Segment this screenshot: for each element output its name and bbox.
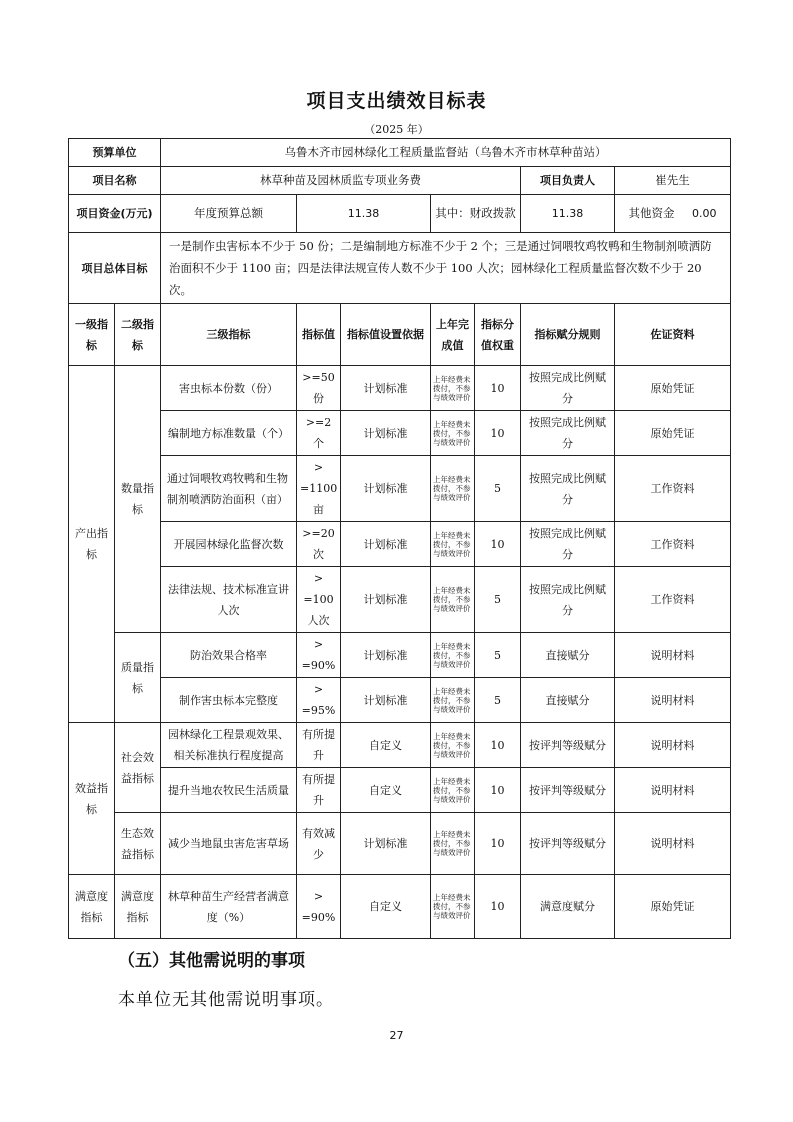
last-year-value: 上年经费未拨付，不参与绩效评价 — [431, 366, 475, 411]
header-level1: 一级指标 — [69, 304, 115, 366]
indicator-rule: 按照完成比例赋分 — [521, 567, 615, 633]
indicator-rule: 按照完成比例赋分 — [521, 456, 615, 522]
group-benefit: 效益指标 — [69, 723, 115, 875]
indicator-rule: 按照完成比例赋分 — [521, 522, 615, 567]
table-row — [69, 723, 731, 768]
indicator-weight: 10 — [475, 875, 521, 939]
indicator-name: 防治效果合格率 — [161, 633, 297, 678]
indicator-value: 有效减少 — [297, 813, 341, 875]
group-ecological: 生态效益指标 — [115, 813, 161, 875]
group-satisfaction-sub: 满意度指标 — [115, 875, 161, 939]
indicator-name: 林草种苗生产经营者满意度（%） — [161, 875, 297, 939]
table-row — [69, 567, 731, 633]
table-row — [69, 411, 731, 456]
fiscal-alloc-value: 11.38 — [521, 195, 615, 233]
indicator-basis: 计划标准 — [341, 678, 431, 723]
other-funds-amount: 0.00 — [692, 207, 717, 220]
table-row — [69, 875, 731, 939]
last-year-value: 上年经费未拨付，不参与绩效评价 — [431, 456, 475, 522]
project-leader-value: 崔先生 — [615, 167, 731, 195]
indicator-evidence: 工作资料 — [615, 567, 731, 633]
last-year-value: 上年经费未拨付，不参与绩效评价 — [431, 567, 475, 633]
table-row — [69, 813, 731, 875]
indicator-basis: 自定义 — [341, 875, 431, 939]
last-year-value: 上年经费未拨付，不参与绩效评价 — [431, 411, 475, 456]
indicator-rule: 直接赋分 — [521, 633, 615, 678]
indicator-weight: 10 — [475, 768, 521, 813]
indicator-evidence: 说明材料 — [615, 813, 731, 875]
indicator-weight: 10 — [475, 411, 521, 456]
overall-goal-label: 项目总体目标 — [69, 233, 161, 304]
header-basis: 指标值设置依据 — [341, 304, 431, 366]
indicator-name: 减少当地鼠虫害危害草场 — [161, 813, 297, 875]
indicator-weight: 5 — [475, 456, 521, 522]
other-funds-value — [615, 195, 731, 233]
indicator-value: > =95% — [297, 678, 341, 723]
indicator-weight: 10 — [475, 366, 521, 411]
indicator-rule: 按照完成比例赋分 — [521, 366, 615, 411]
indicator-weight: 10 — [475, 723, 521, 768]
indicator-evidence: 说明材料 — [615, 633, 731, 678]
table-row — [69, 522, 731, 567]
indicator-basis: 自定义 — [341, 723, 431, 768]
project-leader-label: 项目负责人 — [521, 167, 615, 195]
last-year-value: 上年经费未拨付，不参与绩效评价 — [431, 723, 475, 768]
indicator-basis: 计划标准 — [341, 522, 431, 567]
last-year-value: 上年经费未拨付，不参与绩效评价 — [431, 813, 475, 875]
indicator-name: 害虫标本份数（份） — [161, 366, 297, 411]
indicator-rule: 按评判等级赋分 — [521, 813, 615, 875]
indicator-value: > =100 人次 — [297, 567, 341, 633]
indicator-name: 制作害虫标本完整度 — [161, 678, 297, 723]
annual-total-value: 11.38 — [297, 195, 431, 233]
indicator-value: >=20 次 — [297, 522, 341, 567]
indicator-evidence: 说明材料 — [615, 678, 731, 723]
last-year-value: 上年经费未拨付，不参与绩效评价 — [431, 678, 475, 723]
indicator-evidence: 工作资料 — [615, 522, 731, 567]
header-level3: 三级指标 — [161, 304, 297, 366]
indicator-name: 编制地方标准数量（个） — [161, 411, 297, 456]
project-name-value: 林草种苗及园林质监专项业务费 — [161, 167, 521, 195]
indicator-rule: 按评判等级赋分 — [521, 723, 615, 768]
indicator-value: > =90% — [297, 875, 341, 939]
group-quantity: 数量指标 — [115, 366, 161, 633]
project-funds-label: 项目资金(万元) — [69, 195, 161, 233]
header-last-year: 上年完成值 — [431, 304, 475, 366]
table-row — [69, 633, 731, 678]
indicator-name: 法律法规、技术标准宣讲人次 — [161, 567, 297, 633]
indicator-evidence: 说明材料 — [615, 768, 731, 813]
indicator-evidence: 原始凭证 — [615, 366, 731, 411]
indicator-weight: 5 — [475, 678, 521, 723]
table-row — [69, 456, 731, 522]
last-year-value: 上年经费未拨付，不参与绩效评价 — [431, 522, 475, 567]
project-name-label: 项目名称 — [69, 167, 161, 195]
indicator-value: > =1100 亩 — [297, 456, 341, 522]
page-title: 项目支出绩效目标表 — [306, 90, 487, 112]
table-row — [69, 678, 731, 723]
budget-unit-value: 乌鲁木齐市园林绿化工程质量监督站（乌鲁木齐市林草种苗站） — [161, 139, 731, 167]
fiscal-alloc-label: 其中：财政拨款 — [431, 195, 521, 233]
year-label: （2025 年） — [364, 123, 429, 136]
other-funds-label: 其他资金 — [628, 206, 675, 220]
last-year-value: 上年经费未拨付，不参与绩效评价 — [431, 768, 475, 813]
overall-goal-value: 一是制作虫害标本不少于 50 份；二是编制地方标准不少于 2 个；三是通过饲喂牧鸡牧鸭和生物制剂喷洒防治面积不少于 1100 亩；四是法律法规宣传人数不少于 100 人次；园林绿化工程质量监督次数不少于 20 次。 — [161, 233, 731, 304]
indicator-name: 通过饲喂牧鸡牧鸭和生物制剂喷洒防治面积（亩） — [161, 456, 297, 522]
indicator-basis: 计划标准 — [341, 567, 431, 633]
header-weight: 指标分值权重 — [475, 304, 521, 366]
indicator-weight: 10 — [475, 522, 521, 567]
group-satisfaction: 满意度指标 — [69, 875, 115, 939]
header-evidence: 佐证资料 — [615, 304, 731, 366]
last-year-value: 上年经费未拨付，不参与绩效评价 — [431, 875, 475, 939]
section-heading: （五）其他需说明的事项 — [118, 951, 305, 971]
indicator-value: >=2 个 — [297, 411, 341, 456]
indicator-weight: 5 — [475, 633, 521, 678]
indicator-evidence: 原始凭证 — [615, 411, 731, 456]
annual-total-label: 年度预算总额 — [161, 195, 297, 233]
indicator-evidence: 说明材料 — [615, 723, 731, 768]
group-social: 社会效益指标 — [115, 723, 161, 813]
indicator-weight: 10 — [475, 813, 521, 875]
performance-table — [68, 138, 731, 939]
indicator-value: 有所提升 — [297, 768, 341, 813]
indicator-basis: 计划标准 — [341, 456, 431, 522]
indicator-weight: 5 — [475, 567, 521, 633]
indicator-evidence: 工作资料 — [615, 456, 731, 522]
group-output: 产出指标 — [69, 366, 115, 723]
header-rule: 指标赋分规则 — [521, 304, 615, 366]
indicator-name: 提升当地农牧民生活质量 — [161, 768, 297, 813]
header-level2: 二级指标 — [115, 304, 161, 366]
indicator-basis: 计划标准 — [341, 366, 431, 411]
section-text: 本单位无其他需说明事项。 — [118, 990, 334, 1010]
indicator-rule: 按评判等级赋分 — [521, 768, 615, 813]
indicator-basis: 计划标准 — [341, 813, 431, 875]
indicator-value: > =90% — [297, 633, 341, 678]
indicator-basis: 自定义 — [341, 768, 431, 813]
table-row — [69, 768, 731, 813]
indicator-rule: 满意度赋分 — [521, 875, 615, 939]
header-value: 指标值 — [297, 304, 341, 366]
indicator-basis: 计划标准 — [341, 411, 431, 456]
budget-unit-label: 预算单位 — [69, 139, 161, 167]
indicator-rule: 按照完成比例赋分 — [521, 411, 615, 456]
indicator-evidence: 原始凭证 — [615, 875, 731, 939]
indicator-rule: 直接赋分 — [521, 678, 615, 723]
indicator-name: 开展园林绿化监督次数 — [161, 522, 297, 567]
indicator-basis: 计划标准 — [341, 633, 431, 678]
indicator-value: >=50 份 — [297, 366, 341, 411]
last-year-value: 上年经费未拨付，不参与绩效评价 — [431, 633, 475, 678]
indicator-name: 园林绿化工程景观效果、相关标准执行程度提高 — [161, 723, 297, 768]
page-number: 27 — [389, 1029, 404, 1042]
group-quality: 质量指标 — [115, 633, 161, 723]
indicator-value: 有所提升 — [297, 723, 341, 768]
table-row — [69, 366, 731, 411]
